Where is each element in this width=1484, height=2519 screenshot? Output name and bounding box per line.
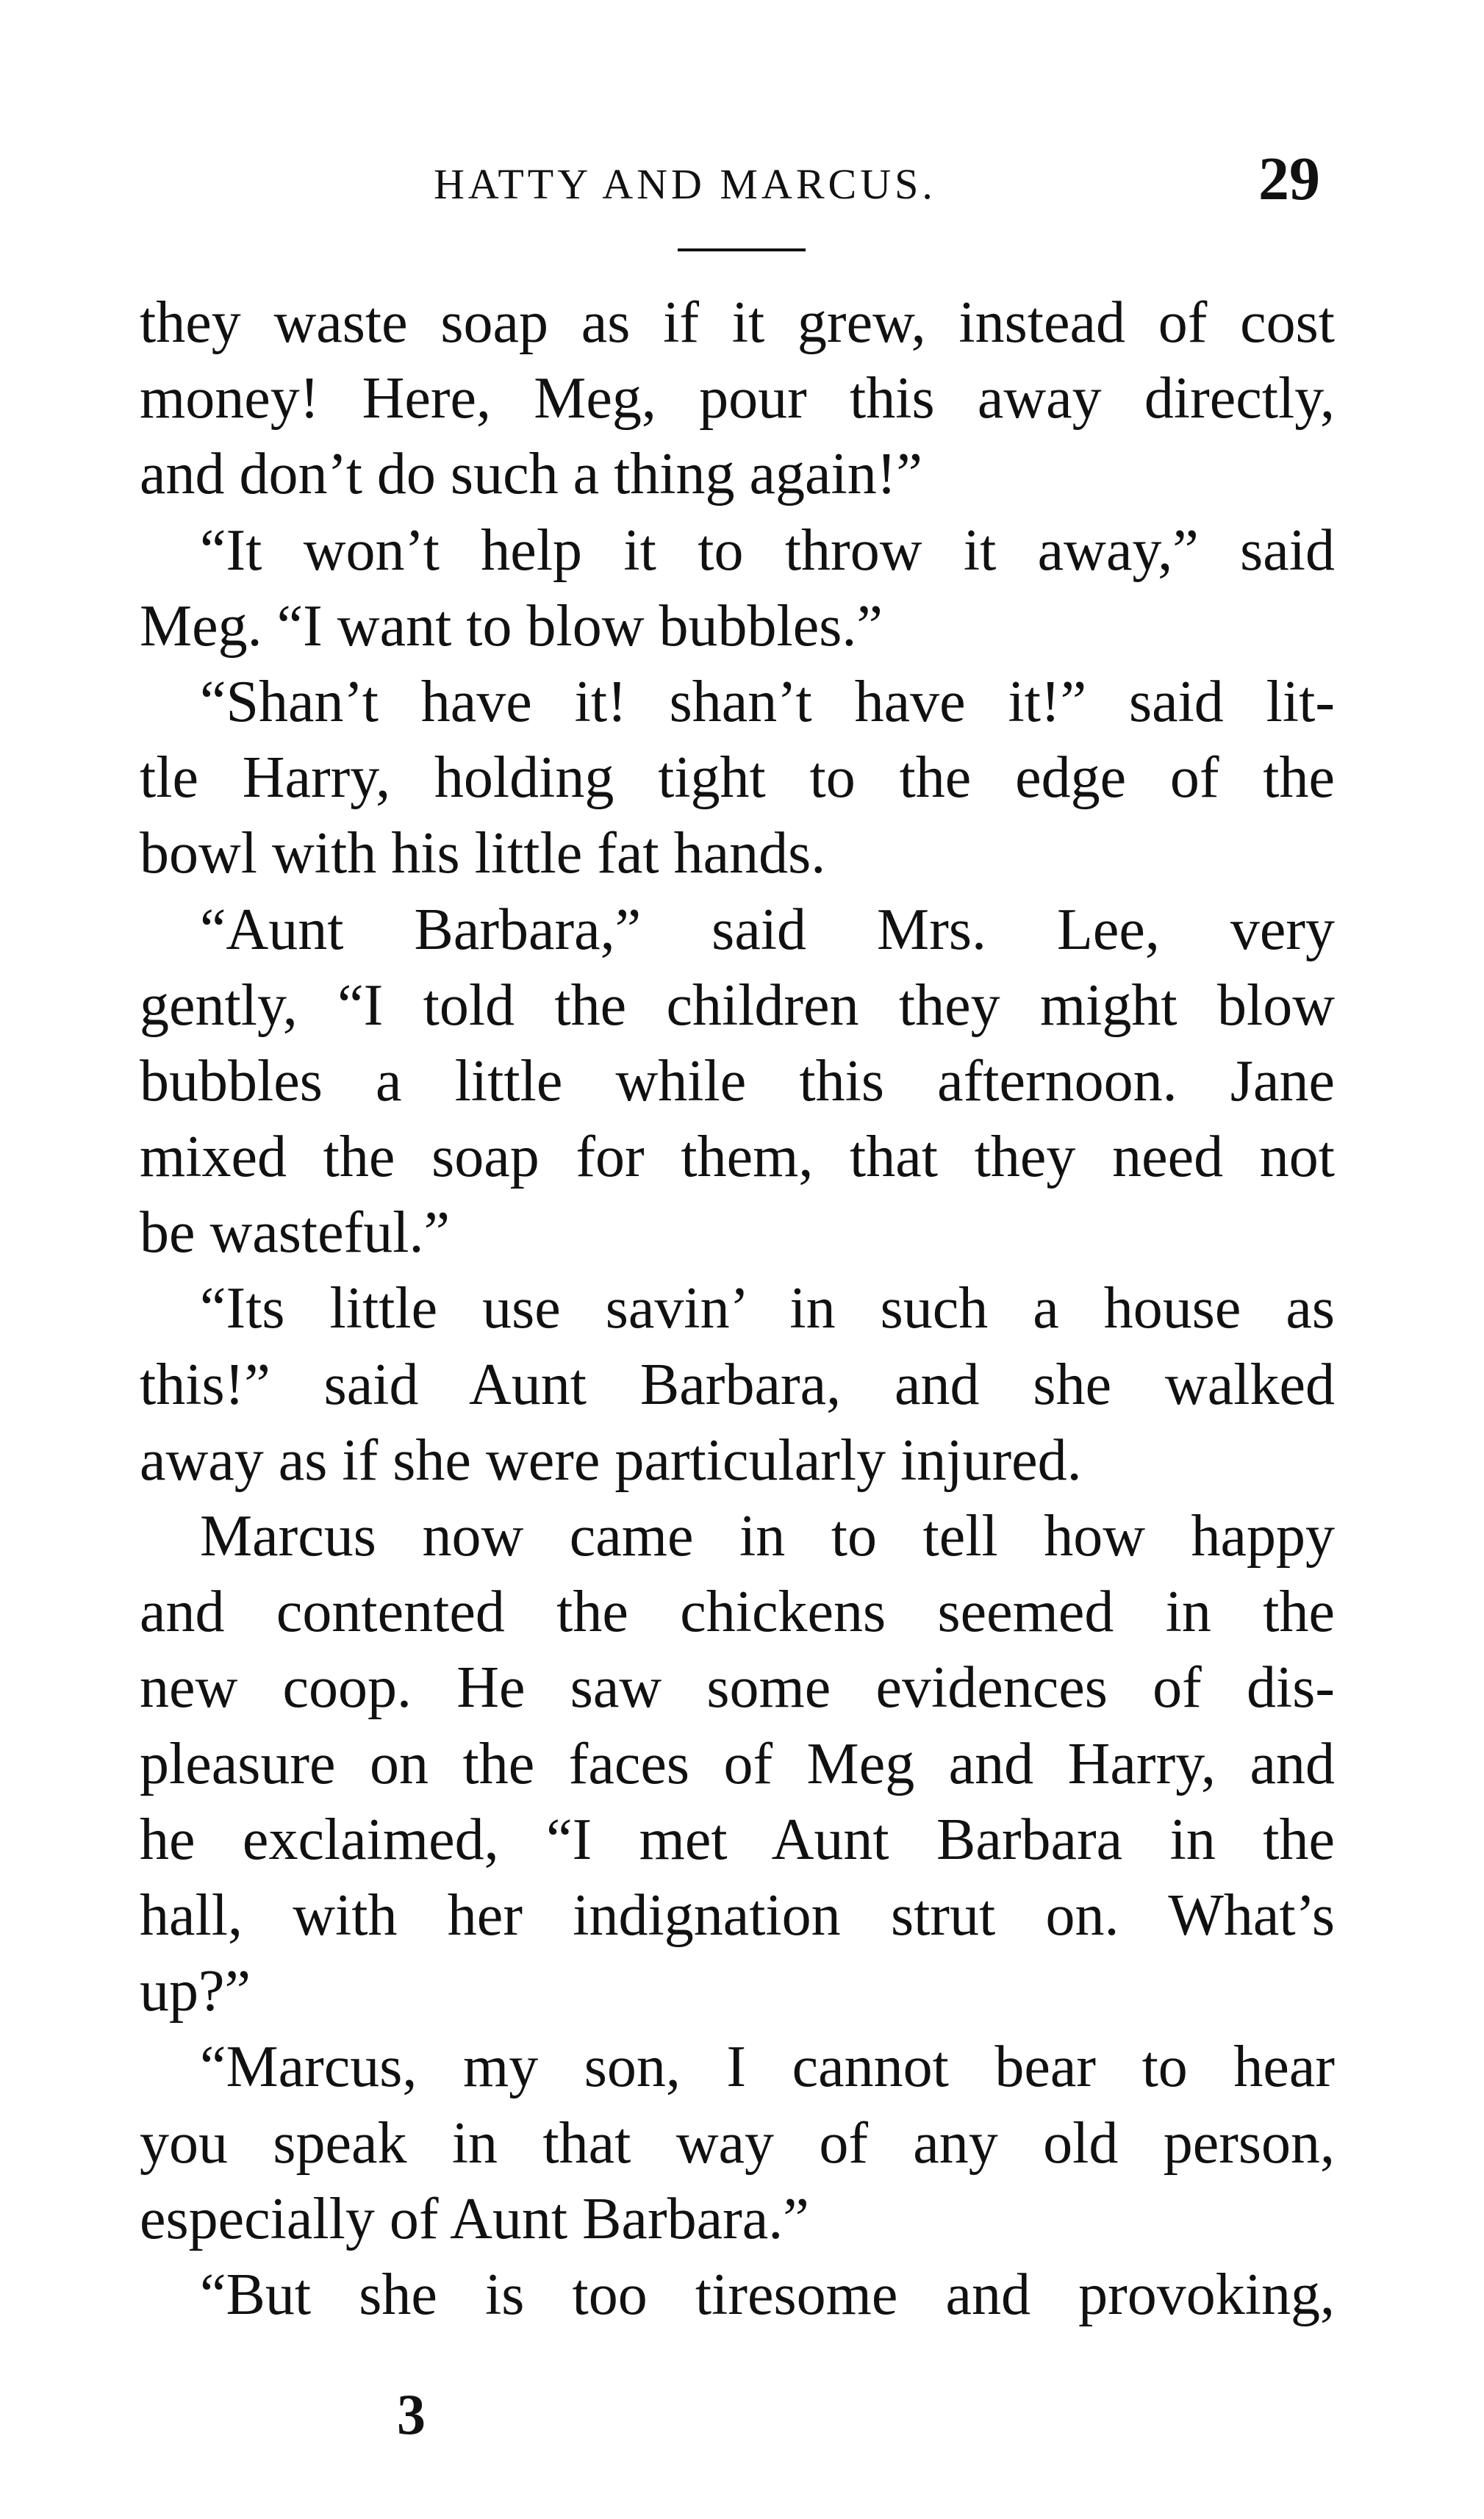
text-line: you speak in that way of any old person, [140, 2110, 1335, 2176]
text-line: “But she is too tiresome and provoking, [200, 2262, 1335, 2327]
page-number: 29 [1258, 145, 1320, 213]
text-line: especially of Aunt Barbara.” [140, 2186, 809, 2251]
text-line: tle Harry, holding tight to the edge of the [140, 745, 1335, 811]
header-rule [678, 248, 806, 251]
text-line: Meg. “I want to blow bubbles.” [140, 593, 883, 659]
text-line: and don’t do such a thing again!” [140, 442, 922, 507]
text-line: this!” said Aunt Barbara, and she walked [140, 1352, 1335, 1417]
text-line: bowl with his little fat hands. [140, 821, 826, 886]
text-line: money! Here, Meg, pour this away directly, [140, 366, 1335, 431]
text-line: bubbles a little while this afternoon. Jane [140, 1048, 1335, 1114]
text-line: away as if she were particularly injured. [140, 1427, 1082, 1493]
text-line: “Marcus, my son, I cannot bear to hear [200, 2035, 1335, 2100]
text-line: be wasteful.” [140, 1200, 451, 1266]
text-line: “It won’t help it to throw it away,” said [200, 517, 1335, 583]
text-line: gently, “I told the children they might blow [140, 972, 1335, 1038]
text-line: “Shan’t have it! shan’t have it!” said lit- [200, 669, 1335, 734]
text-line: up?” [140, 1959, 251, 2024]
text-line: they waste soap as if it grew, instead of cost [140, 290, 1335, 355]
text-line: Marcus now came in to tell how happy [200, 1504, 1335, 1569]
text-line: he exclaimed, “I met Aunt Barbara in the [140, 1807, 1335, 1872]
text-line: pleasure on the faces of Meg and Harry, and [140, 1731, 1335, 1796]
text-line: new coop. He saw some evidences of dis- [140, 1655, 1335, 1721]
text-line: mixed the soap for them, that they need not [140, 1125, 1335, 1190]
text-line: “Aunt Barbara,” said Mrs. Lee, very [200, 897, 1335, 962]
page-header [0, 143, 1484, 217]
running-title: HATTY AND MARCUS. [434, 160, 936, 208]
signature-mark: 3 [397, 2382, 426, 2446]
text-line: and contented the chickens seemed in the [140, 1580, 1335, 1645]
body-text [140, 285, 1335, 2333]
text-line: “Its little use savin’ in such a house as [200, 1276, 1335, 1341]
text-line: hall, with her indignation strut on. What’s [140, 1882, 1335, 1948]
